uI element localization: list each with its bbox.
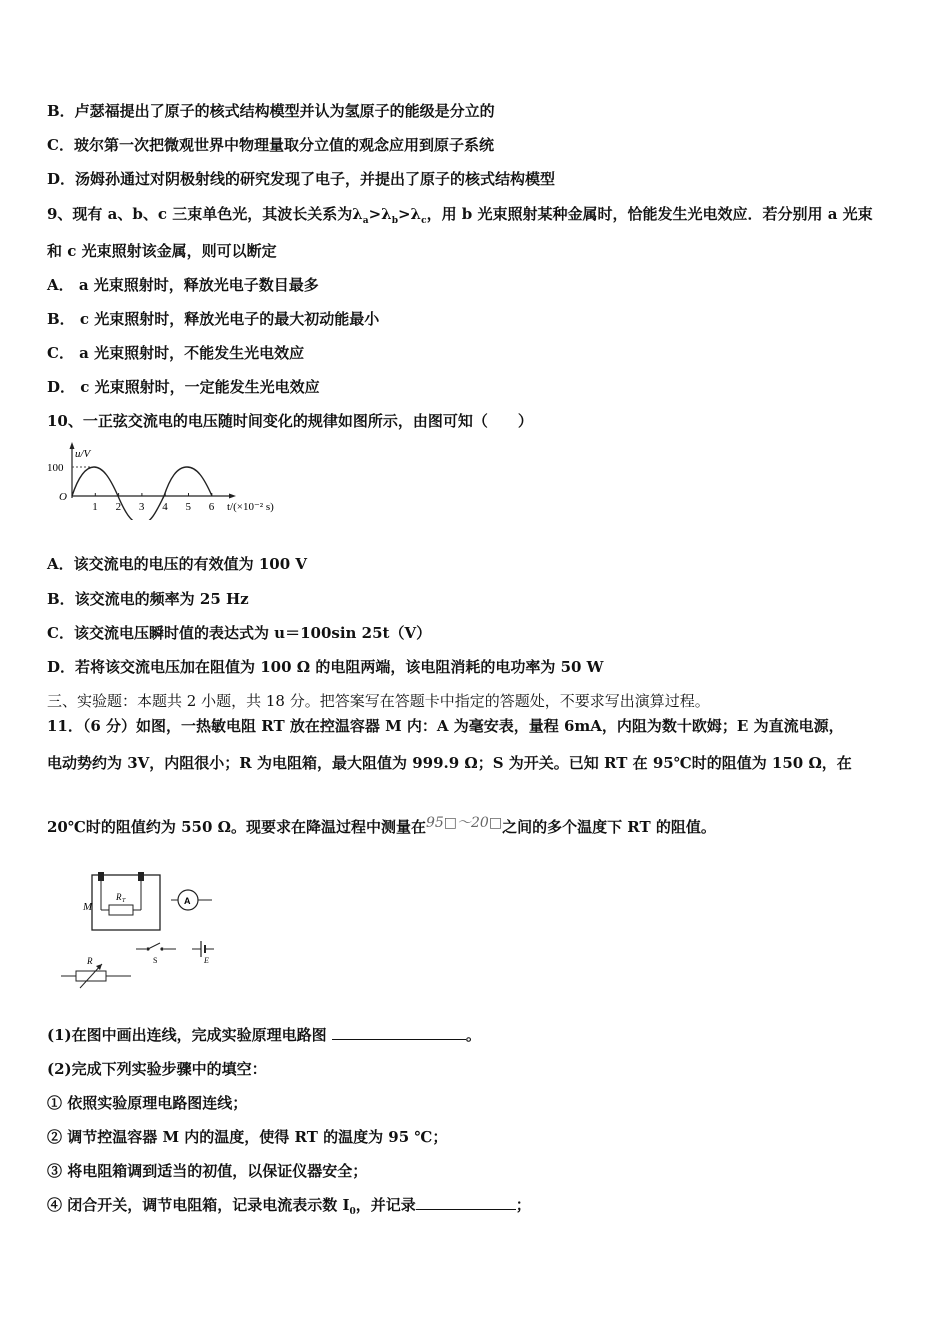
container-label: M bbox=[83, 901, 93, 913]
part-2-prompt: (2)完成下列实验步骤中的填空： bbox=[47, 1060, 267, 1078]
graph-x-tick-label: 3 bbox=[138, 501, 145, 513]
q10-option-b: B．该交流电的频率为 25 Hz bbox=[47, 590, 249, 608]
graph-y-label: u/V bbox=[75, 448, 91, 460]
q9-gt1: >λ bbox=[368, 205, 392, 223]
q9-option-d: D． c 光束照射时，一定能发生光电效应 bbox=[47, 378, 320, 396]
step-1: ① 依照实验原理电路图连线； bbox=[47, 1094, 248, 1112]
graph-y-tick-100: 100 bbox=[47, 462, 64, 474]
sine-voltage-graph bbox=[44, 440, 294, 520]
section-3-heading: 三、实验题：本题共 2 小题，共 18 分。把答案写在答题卡中指定的答题处，不要求写出演算过程。 bbox=[47, 692, 710, 710]
part-1-text: (1)在图中画出连线，完成实验原理电路图 bbox=[47, 1026, 327, 1044]
graph-x-tick-label: 5 bbox=[185, 501, 191, 513]
q9-sub-c: c bbox=[421, 216, 427, 226]
part-1-prompt bbox=[47, 1025, 481, 1045]
switch-symbol bbox=[148, 943, 160, 949]
container-m bbox=[92, 875, 160, 930]
graph-origin: O bbox=[59, 491, 67, 503]
question-11-line3 bbox=[47, 817, 716, 841]
option-d-q8: D．汤姆孙通过对阴极射线的研究发现了电子，并提出了原子的核式结构模型 bbox=[47, 170, 556, 188]
temperature-range-image: 95□～20□ bbox=[425, 815, 503, 831]
answer-blank-2[interactable] bbox=[416, 1195, 516, 1210]
q11-line3-post: 之间的多个温度下 RT 的阻值。 bbox=[502, 818, 716, 836]
option-b-q8: B．卢瑟福提出了原子的核式结构模型并认为氢原子的能级是分立的 bbox=[47, 102, 495, 120]
question-11-line2: 电动势约为 3V，内阻很小；R 为电阻箱，最大阻值为 999.9 Ω；S 为开关。已知 RT 在 95℃时的阻值为 150 Ω，在 bbox=[47, 754, 852, 772]
question-9-stem-line2: 和 c 光束照射该金属，则可以断定 bbox=[47, 242, 277, 260]
step-4 bbox=[47, 1195, 531, 1222]
q9-text-pre: 9、现有 a、b、c 三束单色光，其波长关系为λ bbox=[47, 205, 363, 223]
step-3: ③ 将电阻箱调到适当的初值，以保证仪器安全； bbox=[47, 1162, 368, 1180]
q9-sub-b: b bbox=[391, 216, 398, 226]
battery-label: E bbox=[204, 956, 209, 965]
thermistor-label: R bbox=[116, 892, 122, 902]
question-9-stem bbox=[47, 204, 873, 231]
step-4-mid: ，并记录 bbox=[355, 1196, 416, 1214]
circuit-components-diagram bbox=[56, 870, 236, 995]
part-1-end: 。 bbox=[465, 1026, 481, 1044]
step-2: ② 调节控温容器 M 内的温度，使得 RT 的温度为 95 ℃； bbox=[47, 1128, 448, 1146]
switch-label: S bbox=[153, 956, 158, 965]
q9-gt2: >λ bbox=[397, 205, 422, 223]
step-4-text: ④ 闭合开关，调节电阻箱，记录电流表示数 I bbox=[47, 1196, 350, 1214]
graph-x-tick-label: 6 bbox=[208, 501, 215, 513]
q10-option-c: C．该交流电压瞬时值的表达式为 u＝100sin 25t（V） bbox=[47, 624, 432, 642]
ammeter-label: A bbox=[184, 896, 191, 906]
q9-sub-a: a bbox=[362, 216, 369, 226]
answer-blank-1[interactable] bbox=[332, 1025, 466, 1040]
graph-x-label: t/(×10⁻² s) bbox=[227, 501, 274, 513]
thermistor-label-sub: T bbox=[122, 898, 126, 904]
question-10-stem: 10、一正弦交流电的电压随时间变化的规律如图所示，由图可知（ ） bbox=[47, 412, 533, 430]
q9-option-c: C． a 光束照射时，不能发生光电效应 bbox=[47, 344, 305, 362]
step-4-sub: 0 bbox=[349, 1207, 356, 1217]
q10-option-a: A．该交流电的电压的有效值为 100 V bbox=[47, 555, 308, 573]
step-4-end: ； bbox=[515, 1196, 531, 1214]
q11-line3-pre: 20℃时的阻值约为 550 Ω。现要求在降温过程中测量在 bbox=[47, 818, 426, 836]
graph-x-tick-label: 4 bbox=[162, 501, 168, 513]
question-11-line1: 11．（6 分）如图，一热敏电阻 RT 放在控温容器 M 内：A 为毫安表，量程 6mA，内阻为数十欧姆；E 为直流电源， bbox=[47, 717, 844, 735]
q9-option-a: A． a 光束照射时，释放光电子数目最多 bbox=[47, 276, 319, 294]
q10-option-d: D．若将该交流电压加在阻值为 100 Ω 的电阻两端，该电阻消耗的电功率为 50 W bbox=[47, 658, 604, 676]
resistor-box-label: R bbox=[87, 956, 93, 966]
thermistor-rt bbox=[109, 905, 133, 915]
graph-x-tick-label: 1 bbox=[92, 501, 98, 513]
graph-x-tick-label: 2 bbox=[115, 501, 122, 513]
q9-option-b: B． c 光束照射时，释放光电子的最大初动能最小 bbox=[47, 310, 380, 328]
option-c-q8: C．玻尔第一次把微观世界中物理量取分立值的观念应用到原子系统 bbox=[47, 136, 494, 154]
q9-text-post: ，用 b 光束照射某种金属时，恰能发生光电效应．若分别用 a 光束 bbox=[426, 205, 873, 223]
